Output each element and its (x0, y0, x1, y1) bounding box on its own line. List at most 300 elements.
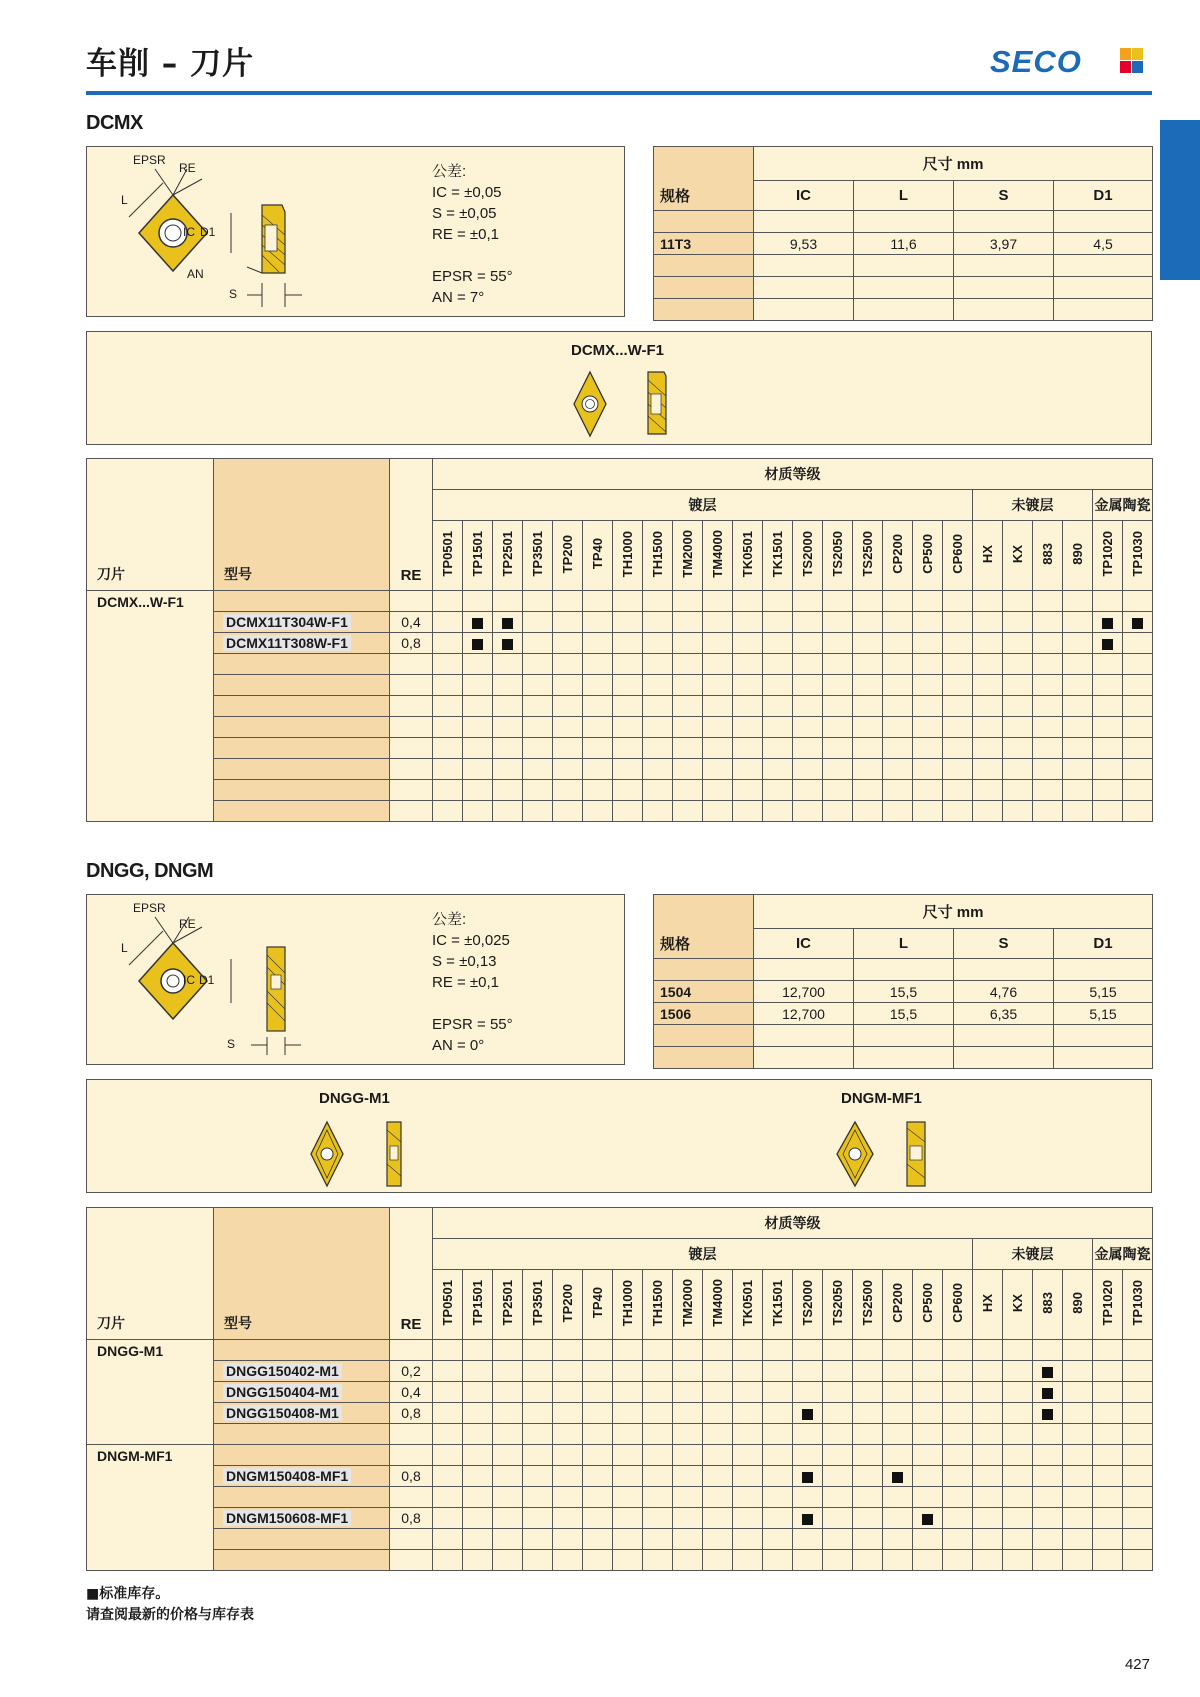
grade-cell (553, 1361, 583, 1382)
grade-cell (853, 1487, 883, 1508)
grade-cell (553, 1424, 583, 1445)
grade-cell (1063, 1382, 1093, 1403)
label-d1: D1 (200, 225, 216, 239)
grade-cell (1093, 1529, 1123, 1550)
model-cell (214, 612, 390, 633)
grade-blank-row (87, 738, 1153, 759)
grade-cell (943, 1445, 973, 1466)
grade-blank-row (87, 801, 1153, 822)
grade-cell (913, 1529, 943, 1550)
grade-cell (1063, 675, 1093, 696)
dim-cell (854, 1047, 954, 1069)
grade-cell (553, 696, 583, 717)
grade-cell (643, 1382, 673, 1403)
grade-name: CP200 (890, 1283, 905, 1323)
grade-cell (793, 1445, 823, 1466)
grade-cell (553, 1340, 583, 1361)
grade-cell (703, 591, 733, 612)
grade-cell (463, 1403, 493, 1424)
grade-cell (973, 1403, 1003, 1424)
grade-cell (973, 1340, 1003, 1361)
grade-cell (793, 675, 823, 696)
grade-cell (733, 675, 763, 696)
grade-cell (853, 675, 883, 696)
grade-cell (673, 1529, 703, 1550)
grade-cell (1093, 738, 1123, 759)
geometry-title-dcmx: DCMX...W-F1 (571, 342, 665, 359)
grade-cell (703, 1487, 733, 1508)
dim-cell (854, 255, 954, 277)
grade-blank-row (87, 675, 1153, 696)
label-l: L (121, 193, 128, 207)
grade-cell (1033, 717, 1063, 738)
grade-cell (1033, 801, 1063, 822)
grade-cell (673, 675, 703, 696)
grade-cell (883, 1487, 913, 1508)
grade-cell (823, 1403, 853, 1424)
dim-cell (654, 1047, 754, 1069)
insert-group-cell (87, 654, 214, 675)
grade-cell (823, 1445, 853, 1466)
grade-cell (643, 1487, 673, 1508)
grade-cell (823, 654, 853, 675)
grade-cell (763, 1466, 793, 1487)
grade-cell (433, 738, 463, 759)
grade-cell (433, 1466, 463, 1487)
grade-cell (883, 675, 913, 696)
dim-blank-row (654, 1025, 1153, 1047)
grade-cell (523, 738, 553, 759)
grade-cell (493, 1550, 523, 1571)
grade-cell (1063, 1487, 1093, 1508)
geometry-title-dngm-mf1: DNGM-MF1 (841, 1090, 922, 1107)
grade-group-header: 材质等级 (433, 1208, 1153, 1239)
grade-name: 890 (1070, 1292, 1085, 1314)
grade-cell (463, 1529, 493, 1550)
grade-cell (733, 1424, 763, 1445)
grade-column-header (553, 1270, 583, 1340)
grade-cell (793, 696, 823, 717)
tolerance-line: S = ±0,13 (432, 953, 497, 970)
grade-name: TS2000 (800, 531, 815, 577)
grade-cell (1123, 654, 1153, 675)
grade-cell (703, 654, 733, 675)
grade-cell (493, 1466, 523, 1487)
grade-cell (463, 1361, 493, 1382)
dngg-diagram-panel (86, 894, 625, 1065)
grade-cell (1063, 591, 1093, 612)
grade-cell (673, 1340, 703, 1361)
grade-cell (703, 1508, 733, 1529)
tolerance-line: IC = ±0,025 (432, 932, 510, 949)
grade-column-header (493, 1270, 523, 1340)
grade-cell (913, 1361, 943, 1382)
model-cell (214, 591, 390, 612)
grade-cell (1063, 1403, 1093, 1424)
grade-cell (1093, 1445, 1123, 1466)
grade-name: TH1500 (650, 1279, 665, 1327)
stock-mark-icon (1102, 639, 1113, 650)
grade-cell (1063, 633, 1093, 654)
grade-cell (523, 591, 553, 612)
dim-group-header: 尺寸 mm (754, 147, 1153, 181)
grade-cell (913, 1382, 943, 1403)
grade-cell (1063, 738, 1093, 759)
grade-cell (1003, 1403, 1033, 1424)
grade-cell (823, 1508, 853, 1529)
grade-cell (763, 1403, 793, 1424)
grade-cell (493, 1508, 523, 1529)
model-cell (214, 801, 390, 822)
grade-cell (433, 1382, 463, 1403)
grade-cell (823, 1466, 853, 1487)
grade-cell (1003, 591, 1033, 612)
dim-cell (1054, 1047, 1153, 1069)
grade-name: TP2501 (500, 1280, 515, 1326)
dim-cell (754, 1025, 854, 1047)
grade-cell (793, 801, 823, 822)
re-cell (390, 1550, 433, 1571)
grade-cell (583, 1403, 613, 1424)
dim-blank-row (654, 299, 1153, 321)
grade-name: CP600 (950, 1283, 965, 1323)
dim-cell (654, 211, 754, 233)
grade-cell (853, 1508, 883, 1529)
grade-data-row (87, 1466, 1153, 1487)
grade-column-header (463, 521, 493, 591)
dim-cell (754, 299, 854, 321)
grade-name: TM4000 (710, 1279, 725, 1327)
grade-cell (1093, 780, 1123, 801)
model-cell (214, 675, 390, 696)
label-re: RE (179, 917, 196, 931)
grade-column-header (883, 521, 913, 591)
grade-cell (823, 1361, 853, 1382)
grade-blank-row (87, 1529, 1153, 1550)
grade-cell (703, 675, 733, 696)
grade-cell (1093, 1487, 1123, 1508)
grade-cell (853, 1361, 883, 1382)
re-cell (390, 801, 433, 822)
grade-cell (943, 780, 973, 801)
dngg-grade-table (86, 1207, 1153, 1571)
insert-group-name: DNGM-MF1 (87, 1445, 214, 1466)
grade-blank-row (87, 591, 1153, 612)
grade-cell (433, 612, 463, 633)
grade-cell (1033, 612, 1063, 633)
label-ic: IC (183, 973, 195, 987)
dim-cell (954, 959, 1054, 981)
grade-cell (1063, 654, 1093, 675)
re-cell: 0,8 (390, 1403, 433, 1424)
grade-cell (1003, 612, 1033, 633)
insert-group-cell (87, 780, 214, 801)
grade-cell (763, 675, 793, 696)
stock-mark-icon (892, 1472, 903, 1483)
grade-column-header (763, 521, 793, 591)
dim-column-row (654, 929, 1153, 959)
grade-cell (583, 1529, 613, 1550)
grade-name: TP3501 (530, 1280, 545, 1326)
grade-name: 883 (1040, 1292, 1055, 1314)
grade-cell (1003, 696, 1033, 717)
grade-cell (1093, 1466, 1123, 1487)
grade-cell (913, 1424, 943, 1445)
grade-cell (943, 591, 973, 612)
grade-cell (913, 801, 943, 822)
dim-value-cell: 3,97 (954, 233, 1054, 255)
re-cell (390, 759, 433, 780)
spec-label: 规格 (654, 181, 754, 211)
grade-cell (583, 591, 613, 612)
grade-cell (883, 801, 913, 822)
grade-name: TM2000 (680, 530, 695, 578)
grade-column-header (1063, 1270, 1093, 1340)
grade-cell (613, 633, 643, 654)
grade-cell (733, 591, 763, 612)
section-title-dngg: DNGG, DNGM (86, 860, 214, 882)
dim-cell (1054, 299, 1153, 321)
cermet-header: 金属陶瓷 (1093, 1239, 1153, 1270)
grade-cell (1033, 780, 1063, 801)
grade-cell (913, 612, 943, 633)
dim-column-header: D1 (1054, 929, 1153, 959)
label-d1: D1 (199, 973, 215, 987)
re-cell: 0,2 (390, 1361, 433, 1382)
insert-label: 刀片 (87, 459, 214, 591)
grade-cell (943, 1466, 973, 1487)
grade-cell (733, 1403, 763, 1424)
grade-column-header (583, 1270, 613, 1340)
grade-name: TK0501 (740, 1279, 755, 1327)
grade-cell (913, 654, 943, 675)
grade-column-header (733, 1270, 763, 1340)
grade-cell (733, 1445, 763, 1466)
grade-cell (1123, 1487, 1153, 1508)
tolerance-line: EPSR = 55° (432, 268, 513, 285)
grade-cell (1033, 654, 1063, 675)
grade-cell (553, 1403, 583, 1424)
grade-cell (553, 1550, 583, 1571)
grade-cell (883, 612, 913, 633)
grade-cell (463, 696, 493, 717)
grade-cell (913, 1445, 943, 1466)
grade-cell (463, 1466, 493, 1487)
grade-cell (853, 738, 883, 759)
grade-cell (763, 633, 793, 654)
grade-cell (1003, 1466, 1033, 1487)
insert-group-cell (87, 1424, 214, 1445)
dim-spacer-row (654, 211, 1153, 233)
label-epsr: EPSR (133, 901, 166, 915)
re-cell: 0,8 (390, 1466, 433, 1487)
grade-cell (583, 1340, 613, 1361)
grade-cell (1123, 801, 1153, 822)
dim-cell (1054, 255, 1153, 277)
tolerance-heading: 公差: (432, 163, 467, 180)
grade-cell (883, 717, 913, 738)
stock-mark-icon (472, 639, 483, 650)
grade-cell (853, 1403, 883, 1424)
model-cell (214, 759, 390, 780)
grade-cell (733, 1466, 763, 1487)
grade-cell (1093, 1403, 1123, 1424)
label-re: RE (179, 161, 196, 175)
dim-column-header: S (954, 181, 1054, 211)
model-cell (214, 654, 390, 675)
grade-cell (703, 1445, 733, 1466)
grade-cell (523, 717, 553, 738)
grade-cell (1063, 1529, 1093, 1550)
dim-cell (1054, 277, 1153, 299)
grade-name: TK1501 (770, 530, 785, 578)
grade-cell (553, 675, 583, 696)
grade-cell (433, 780, 463, 801)
grade-cell (433, 1508, 463, 1529)
grade-cell (913, 759, 943, 780)
grade-cell (673, 591, 703, 612)
grade-cell (433, 801, 463, 822)
grade-blank-row (87, 717, 1153, 738)
insert-group-cell (87, 633, 214, 654)
grade-cell (523, 1424, 553, 1445)
grade-name: HX (980, 544, 995, 564)
grade-column-header (823, 521, 853, 591)
dim-cell (654, 277, 754, 299)
re-cell (390, 696, 433, 717)
grade-cell (733, 801, 763, 822)
grade-column-header (1033, 521, 1063, 591)
grade-cell (583, 1445, 613, 1466)
grade-cell (1123, 1466, 1153, 1487)
grade-column-header (493, 521, 523, 591)
insert-group-cell (87, 1529, 214, 1550)
grade-cell (493, 1424, 523, 1445)
grade-cell (823, 1382, 853, 1403)
grade-cell (1063, 759, 1093, 780)
grade-cell (703, 696, 733, 717)
dim-cell (954, 299, 1054, 321)
grade-cell (463, 1550, 493, 1571)
grade-cell (1063, 1424, 1093, 1445)
re-cell: 0,8 (390, 1508, 433, 1529)
grade-cell (973, 801, 1003, 822)
dim-cell (954, 277, 1054, 299)
label-an: AN (187, 267, 204, 281)
grade-cell (793, 1550, 823, 1571)
grade-cell (1063, 780, 1093, 801)
grade-cell (913, 591, 943, 612)
grade-cell (1123, 1361, 1153, 1382)
grade-cell (1063, 1466, 1093, 1487)
grade-cell (523, 1466, 553, 1487)
model-cell (214, 1529, 390, 1550)
grade-cell (943, 654, 973, 675)
grade-cell (583, 717, 613, 738)
grade-cell (553, 801, 583, 822)
grade-column-header (973, 1270, 1003, 1340)
grade-cell (1003, 780, 1033, 801)
grade-cell (883, 591, 913, 612)
dim-cell (754, 255, 854, 277)
grade-cell (1063, 612, 1093, 633)
grade-cell (463, 759, 493, 780)
grade-cell (733, 1340, 763, 1361)
grade-cell (613, 591, 643, 612)
grade-cell (1063, 1508, 1093, 1529)
grade-data-row (87, 1361, 1153, 1382)
spec-cell: 1506 (654, 1003, 754, 1025)
grade-cell (523, 675, 553, 696)
tolerance-line: RE = ±0,1 (432, 974, 500, 991)
grade-cell (943, 1508, 973, 1529)
grade-name: CP500 (920, 534, 935, 574)
model-code: DNGG150404-M1 (223, 1384, 342, 1400)
grade-column-header (643, 521, 673, 591)
grade-cell (823, 591, 853, 612)
grade-cell (853, 759, 883, 780)
grade-cell (613, 1550, 643, 1571)
grade-cell (1093, 1550, 1123, 1571)
footnote-price: 请查阅最新的价格与库存表 (86, 1607, 254, 1623)
grade-cell (1063, 1550, 1093, 1571)
grade-cell (853, 801, 883, 822)
label-s: S (229, 287, 238, 301)
stock-mark-icon (1042, 1388, 1053, 1399)
grade-cell (643, 717, 673, 738)
dim-data-row (654, 981, 1153, 1003)
grade-cell (523, 780, 553, 801)
re-label: RE (390, 459, 433, 591)
grade-name: TP1501 (470, 1280, 485, 1326)
grade-name: TH1000 (620, 1279, 635, 1327)
stock-mark-icon (1042, 1367, 1053, 1378)
grade-cell (703, 1382, 733, 1403)
grade-group-row (87, 1208, 1153, 1239)
grade-cell (643, 1550, 673, 1571)
grade-cell (703, 1340, 733, 1361)
dim-cell (1054, 211, 1153, 233)
grade-cell (673, 1382, 703, 1403)
grade-cell (523, 1508, 553, 1529)
grade-cell (553, 1487, 583, 1508)
grade-cell (943, 1361, 973, 1382)
dim-value-cell: 9,53 (754, 233, 854, 255)
grade-cell (523, 1550, 553, 1571)
grade-cell (523, 1403, 553, 1424)
grade-cell (673, 1361, 703, 1382)
grade-cell (523, 612, 553, 633)
insert-group-cell (87, 1466, 214, 1487)
grade-cell (1123, 591, 1153, 612)
grade-column-header (823, 1270, 853, 1340)
grade-cell (1003, 1361, 1033, 1382)
grade-cell (883, 1550, 913, 1571)
grade-cell (583, 696, 613, 717)
grade-cell (613, 1340, 643, 1361)
grade-cell (823, 1487, 853, 1508)
grade-cell (733, 759, 763, 780)
grade-cell (553, 759, 583, 780)
label-ic: IC (183, 225, 195, 239)
grade-cell (613, 1508, 643, 1529)
re-label: RE (390, 1208, 433, 1340)
re-cell: 0,4 (390, 1382, 433, 1403)
re-cell (390, 675, 433, 696)
grade-blank-row (87, 696, 1153, 717)
grade-cell (853, 654, 883, 675)
grade-cell (1003, 1487, 1033, 1508)
